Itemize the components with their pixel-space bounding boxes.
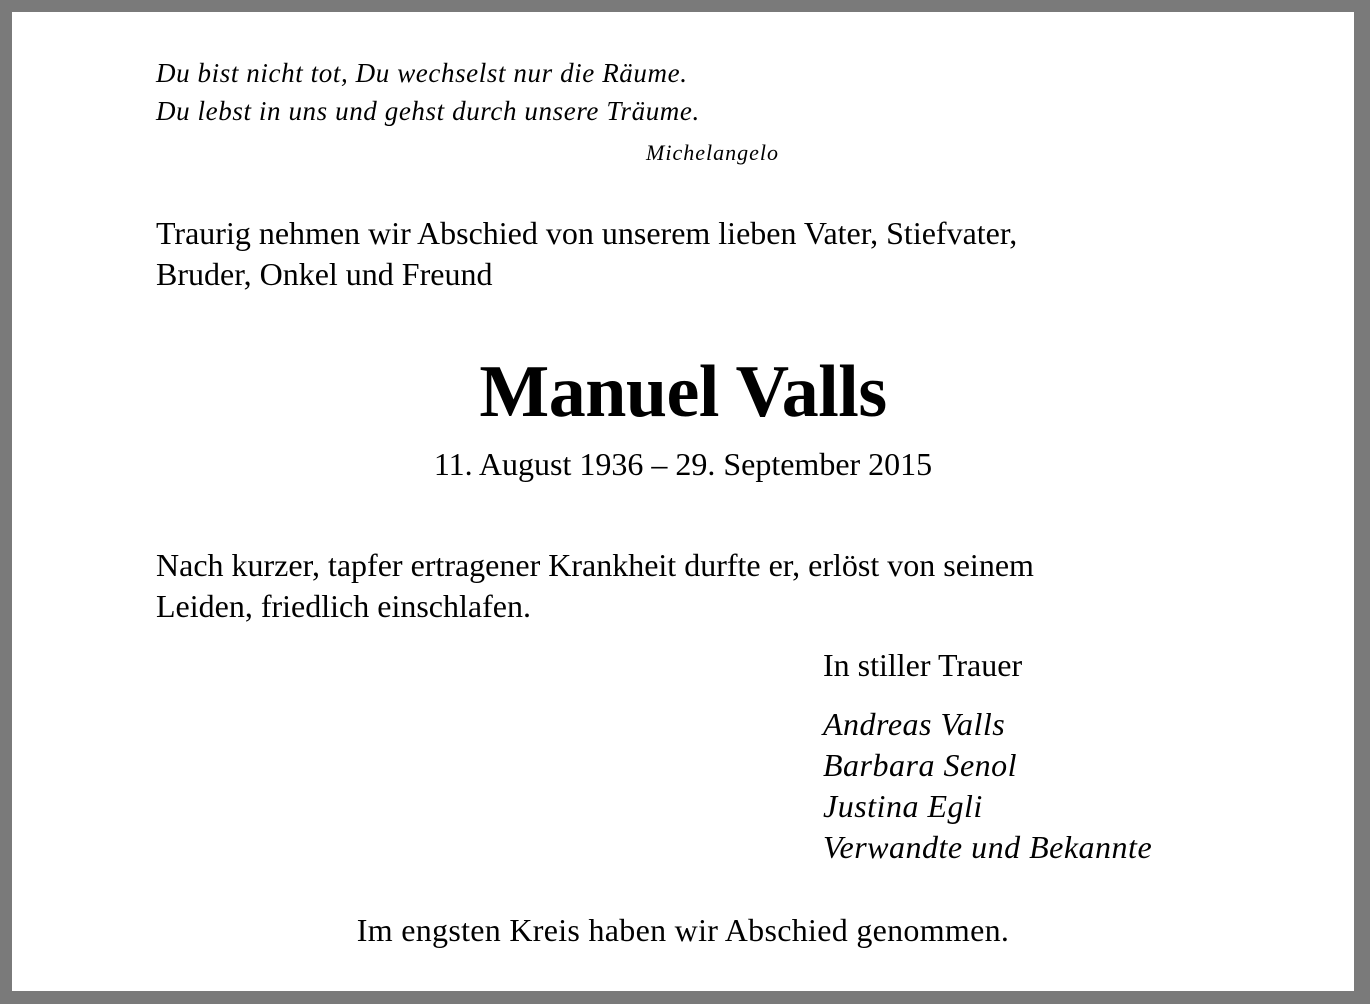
mourners-list — [823, 704, 1152, 868]
closing-text: Im engsten Kreis haben wir Abschied genommen. — [356, 912, 1010, 948]
mourner-name: Verwandte und Bekannte — [823, 829, 1153, 865]
mourner-name: Justina Egli — [823, 788, 983, 824]
mourner-name: Andreas Valls — [823, 706, 1006, 742]
quote-block — [156, 54, 700, 130]
mourner-name: Barbara Senol — [823, 747, 1018, 783]
mourners-heading: In stiller Trauer — [823, 647, 1023, 683]
quote-author: Michelangelo — [646, 140, 779, 165]
intro-line: Traurig nehmen wir Abschied von unserem lieben Vater, Stiefvater, — [156, 215, 1018, 251]
intro-text — [156, 213, 1017, 295]
life-dates: 11. August 1936 – 29. September 2015 — [433, 446, 933, 482]
message-line: Nach kurzer, tapfer ertragener Krankheit durfte er, erlöst von seinem — [156, 547, 1034, 583]
message-text — [156, 545, 1034, 627]
message-line: Leiden, friedlich einschlafen. — [156, 588, 531, 624]
deceased-name: Manuel Valls — [479, 351, 887, 433]
quote-line: Du bist nicht tot, Du wechselst nur die Räume. — [156, 58, 688, 88]
obituary-notice — [12, 12, 1354, 991]
quote-line: Du lebst in uns und gehst durch unsere Träume. — [156, 96, 700, 126]
intro-line: Bruder, Onkel und Freund — [156, 256, 493, 292]
